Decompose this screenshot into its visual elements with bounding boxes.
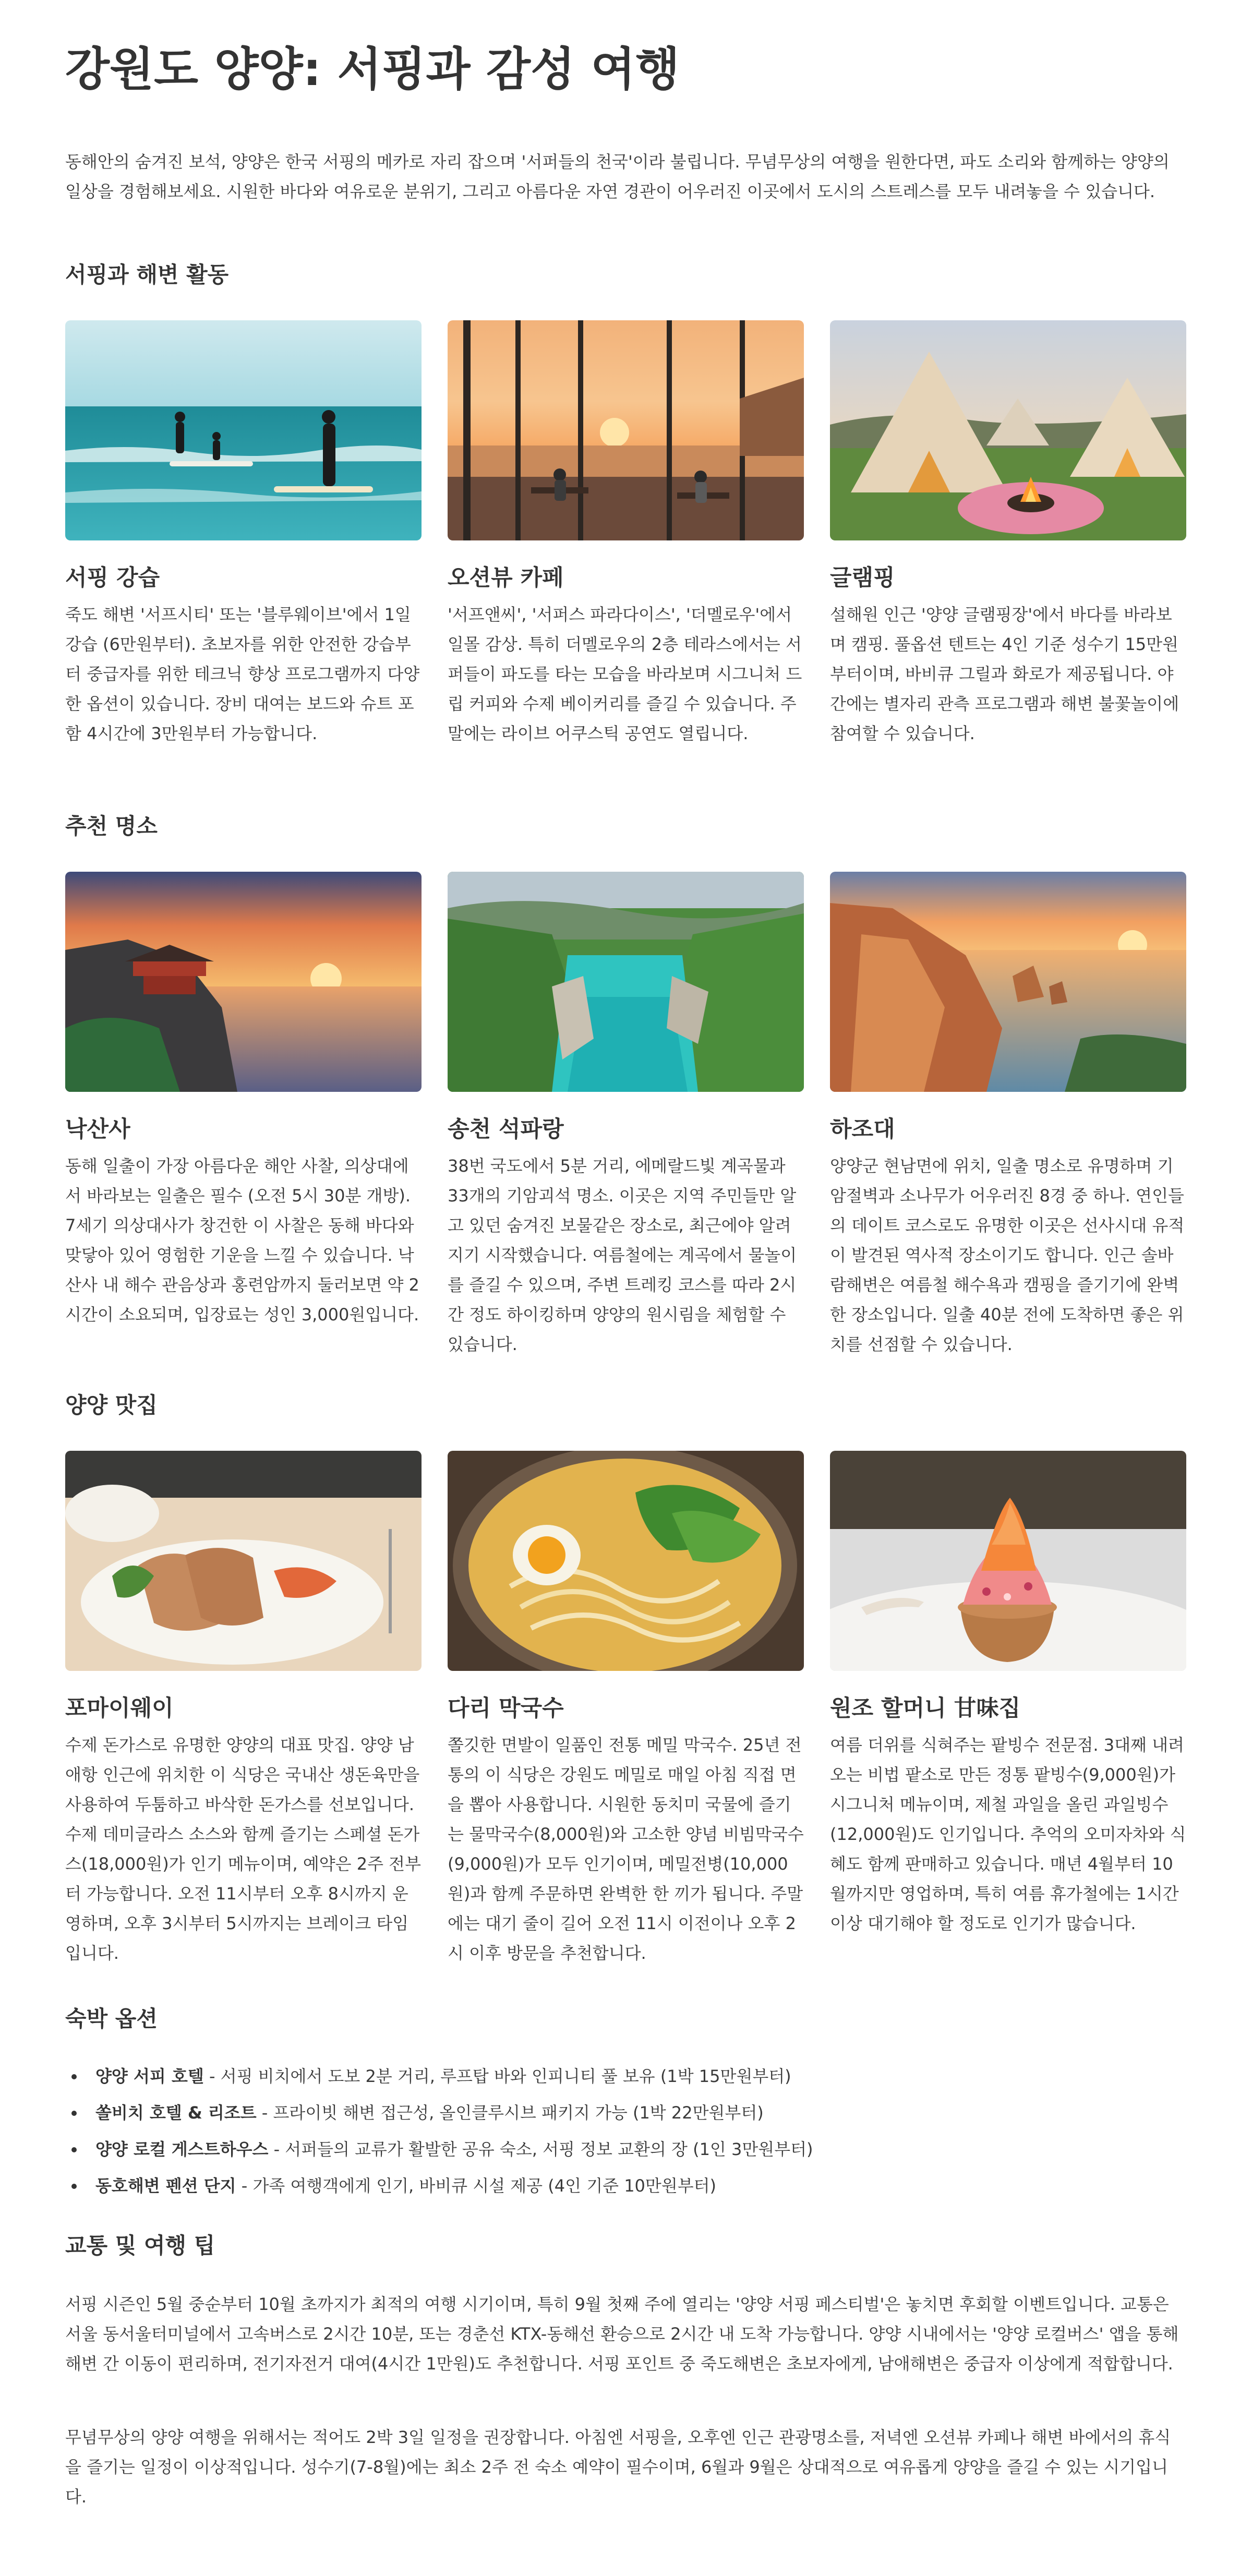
intro-paragraph: 동해안의 숨겨진 보석, 양양은 한국 서핑의 메카로 자리 잡으며 '서퍼들의 천국'이라 불립니다. 무념무상의 여행을 원한다면, 파도 소리와 함께하는 양양의 일상을 경험해보세요. 시원한 바다와 여유로운 분위기, 그리고 아름다운 자연 경관이 어우러진 이곳에서 도시의 스트레스를 모두 내려놓을 수 있습니다. (65, 152, 1170, 201)
card-hajodae (830, 872, 1186, 1359)
card-naksansa (65, 872, 422, 1359)
card-title: 오션뷰 카페 (448, 565, 564, 591)
card-ocean-cafe (448, 320, 804, 749)
card-dari-makguksu (448, 1451, 804, 1968)
card-title: 원조 할머니 甘味집 (830, 1695, 1021, 1722)
lodging-detail: - 가족 여행객에게 인기, 바비큐 시설 제공 (4인 기준 10만원부터) (236, 2176, 717, 2196)
card-description: 양양군 현남면에 위치, 일출 명소로 유명하며 기암절벽과 소나무가 어우러진 8경 중 하나. 연인들의 데이트 코스로도 유명한 이곳은 선사시대 유적이 발견된 역사적 장소이기도 합니다. 인근 솔바람해변은 여름철 해수욕과 캠핑을 즐기기에 완벽한 장소입니다. 일출 40분 전에 도착하면 좋은 위치를 선점할 수 있습니다. (830, 1155, 1185, 1354)
card-title: 글램핑 (830, 565, 895, 591)
lodging-name: 쏠비치 호텔 & 리조트 (95, 2103, 257, 2123)
surfers-photo (65, 320, 422, 540)
restaurants-card-grid (65, 1451, 1187, 1968)
section-heading-tips: 교통 및 여행 팁 (65, 2233, 215, 2258)
card-surfing-lesson (65, 320, 422, 749)
section-heading-attractions: 추천 명소 (65, 813, 158, 839)
card-title: 다리 막국수 (448, 1695, 564, 1722)
tips-paragraph: 서핑 시즌인 5월 중순부터 10월 초까지가 최적의 여행 시기이며, 특히 9월 첫째 주에 열리는 '양양 서핑 페스티벌'은 놓치면 후회할 이벤트입니다. 교통은 서울 동서울터미널에서 고속버스로 2시간 10분, 또는 경춘선 KTX-동해선 환승으로 2시간 내 도착 가능합니다. 양양 시내에서는 '양양 로컬버스' 앱을 통해 해변 간 이동이 편리하며, 전기자전거 대여(4시간 1만원)도 추천합니다. 서핑 포인트 중 죽도해변은 초보자에게, 남애해변은 중급자 이상에게 적합합니다. (65, 2294, 1179, 2374)
card-glamping (830, 320, 1186, 749)
card-title: 낙산사 (65, 1116, 130, 1142)
bingsu-photo (830, 1451, 1186, 1671)
card-title: 송천 석파랑 (448, 1116, 564, 1142)
lodging-list (65, 2058, 1187, 2204)
card-title: 서핑 강습 (65, 565, 160, 591)
section-heading-restaurants: 양양 맛집 (65, 1392, 158, 1418)
section-heading-surfing: 서핑과 해변 활동 (65, 262, 229, 287)
card-description: 수제 돈가스로 유명한 양양의 대표 맛집. 양양 남애항 인근에 위치한 이 식당은 국내산 생돈육만을 사용하여 두툼하고 바삭한 돈가스를 선보입니다. 수제 데미글라스 소스와 함께 즐기는 스페셜 돈가스(18,000원)가 인기 메뉴이며, 예약은 2주 전부터 가능합니다. 오전 11시부터 오후 8시까지 운영하며, 오후 3시부터 5시까지는 브레이크 타임입니다. (65, 1735, 422, 1963)
lodging-detail: - 서퍼들의 교류가 활발한 공유 숙소, 서핑 정보 교환의 장 (1인 3만원부터) (268, 2139, 813, 2159)
attractions-card-grid (65, 872, 1187, 1359)
card-description: 동해 일출이 가장 아름다운 해안 사찰, 의상대에서 바라보는 일출은 필수 (오전 5시 30분 개방). 7세기 의상대사가 창건한 이 사찰은 동해 바다와 맞닿아 있어 영험한 기운을 느낄 수 있습니다. 낙산사 내 해수 관음상과 홍련암까지 둘러보면 약 2시간이 소요되며, 입장료는 성인 3,000원입니다. (65, 1155, 419, 1325)
list-item (65, 2058, 1187, 2094)
tips-paragraph: 무념무상의 양양 여행을 위해서는 적어도 2박 3일 일정을 권장합니다. 아침엔 서핑을, 오후엔 인근 관광명소를, 저녁엔 오션뷰 카페나 해변 바에서의 휴식을 즐기는 일정이 이상적입니다. 성수기(7-8월)에는 최소 2주 전 숙소 예약이 필수이며, 6월과 9월은 상대적으로 여유롭게 양양을 즐길 수 있는 시기입니다. (65, 2427, 1171, 2507)
page-title: 강원도 양양: 서핑과 감성 여행 (65, 42, 680, 96)
lodging-detail: - 서핑 비치에서 도보 2분 거리, 루프탑 바와 인피니티 풀 보유 (1박 15만원부터) (203, 2066, 791, 2086)
tonkatsu-photo (65, 1451, 422, 1671)
card-title: 포마이웨이 (65, 1695, 174, 1722)
hajodae-photo (830, 872, 1186, 1092)
card-description: 여름 더위를 식혀주는 팥빙수 전문점. 3대째 내려오는 비법 팥소로 만든 정통 팥빙수(9,000원)가 시그니처 메뉴이며, 제철 과일을 올린 과일빙수(12,000원)도 인기입니다. 추억의 오미자차와 식혜도 함께 판매하고 있습니다. 매년 4월부터 10월까지만 영업하며, 특히 여름 휴가철에는 1시간 이상 대기해야 할 정도로 인기가 많습니다. (830, 1735, 1186, 1933)
lodging-name: 양양 로컬 게스트하우스 (95, 2139, 269, 2159)
card-description: '서프앤씨', '서퍼스 파라다이스', '더멜로우'에서 일몰 감상. 특히 더멜로우의 2층 테라스에서는 서퍼들이 파도를 타는 모습을 바라보며 시그니처 드립 커피와 수제 베이커리를 즐길 수 있습니다. 주말에는 라이브 어쿠스틱 공연도 열립니다. (448, 604, 802, 743)
card-title: 하조대 (830, 1116, 895, 1142)
surfing-card-grid (65, 320, 1187, 749)
songcheon-valley-photo (448, 872, 804, 1092)
glamping-photo (830, 320, 1186, 540)
card-description: 38번 국도에서 5분 거리, 에메랄드빛 계곡물과 33개의 기암괴석 명소. 이곳은 지역 주민들만 알고 있던 숨겨진 보물같은 장소로, 최근에야 알려지기 시작했습니다. 여름철에는 계곡에서 물놀이를 즐길 수 있으며, 주변 트레킹 코스를 따라 2시간 정도 하이킹하며 양양의 원시림을 체험할 수 있습니다. (448, 1155, 797, 1354)
section-heading-lodging: 숙박 옵션 (65, 2006, 158, 2031)
ocean-cafe-photo (448, 320, 804, 540)
lodging-name: 동호해변 펜션 단지 (95, 2176, 236, 2196)
list-item (65, 2094, 1187, 2131)
card-formyway (65, 1451, 422, 1968)
card-description: 쫄깃한 면발이 일품인 전통 메밀 막국수. 25년 전통의 이 식당은 강원도 메밀로 매일 아침 직접 면을 뽑아 사용합니다. 시원한 동치미 국물에 즐기는 물막국수(8,000원)와 고소한 양념 비빔막국수(9,000원)가 모두 인기이며, 메밀전병(10,000원)과 함께 주문하면 완벽한 한 끼가 됩니다. 주말에는 대기 줄이 길어 오전 11시 이전이나 오후 2시 이후 방문을 추천합니다. (448, 1735, 804, 1963)
list-item (65, 2168, 1187, 2204)
card-description: 설해원 인근 '양양 글램핑장'에서 바다를 바라보며 캠핑. 풀옵션 텐트는 4인 기준 성수기 15만원부터이며, 바비큐 그릴과 화로가 제공됩니다. 야간에는 별자리 관측 프로그램과 해변 불꽃놀이에 참여할 수 있습니다. (830, 604, 1179, 743)
makguksu-photo (448, 1451, 804, 1671)
lodging-name: 양양 서피 호텔 (95, 2066, 204, 2086)
naksansa-photo (65, 872, 422, 1092)
card-description: 죽도 해변 '서프시티' 또는 '블루웨이브'에서 1일 강습 (6만원부터). 초보자를 위한 안전한 강습부터 중급자를 위한 테크닉 향상 프로그램까지 다양한 옵션이 있습니다. 장비 대여는 보드와 슈트 포함 4시간에 3만원부터 가능합니다. (65, 604, 420, 743)
card-songcheon (448, 872, 804, 1359)
card-halmeoni-gammi (830, 1451, 1186, 1968)
lodging-detail: - 프라이빗 해변 접근성, 올인클루시브 패키지 가능 (1박 22만원부터) (256, 2103, 764, 2123)
list-item (65, 2131, 1187, 2168)
